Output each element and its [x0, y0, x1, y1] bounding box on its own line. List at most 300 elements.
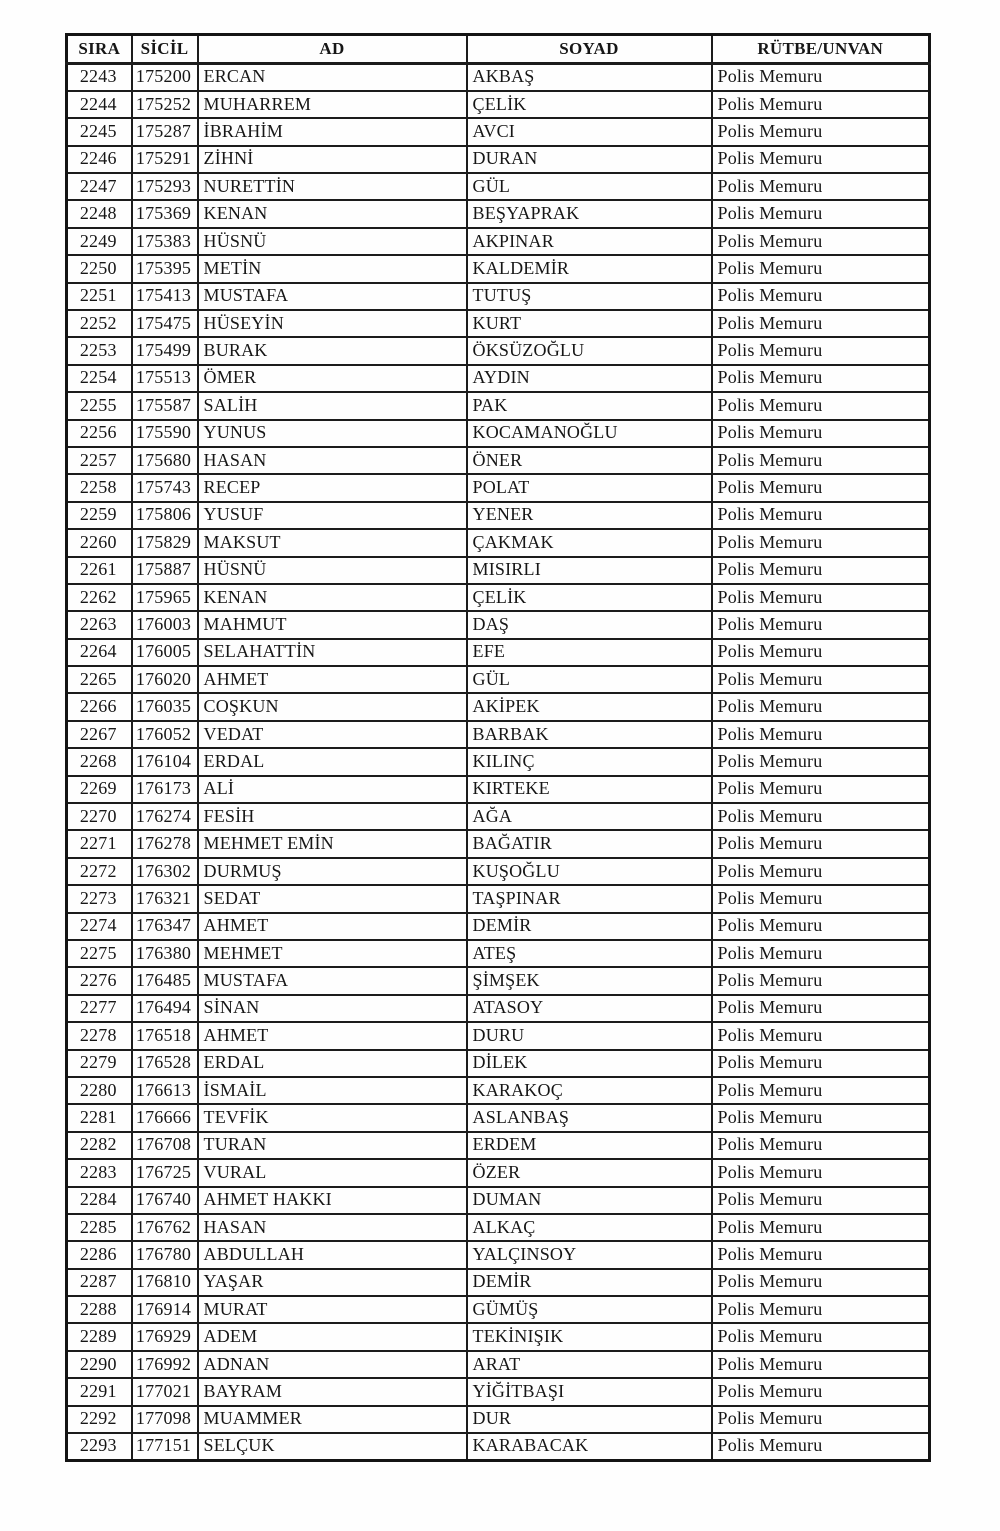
cell-rutbe: Polis Memuru: [712, 447, 930, 474]
cell-soyad: ARAT: [467, 1351, 712, 1378]
table-row: [67, 447, 930, 474]
table-row: [67, 611, 930, 638]
cell-soyad: DUR: [467, 1406, 712, 1433]
cell-rutbe: Polis Memuru: [712, 693, 930, 720]
cell-rutbe: Polis Memuru: [712, 1077, 930, 1104]
cell-rutbe: Polis Memuru: [712, 1159, 930, 1186]
cell-rutbe: Polis Memuru: [712, 721, 930, 748]
cell-ad: SİNAN: [198, 995, 467, 1022]
cell-ad: DURMUŞ: [198, 858, 467, 885]
table-row: [67, 228, 930, 255]
cell-soyad: DUMAN: [467, 1187, 712, 1214]
cell-ad: MUSTAFA: [198, 967, 467, 994]
cell-sicil: 176104: [132, 748, 198, 775]
cell-ad: ALİ: [198, 776, 467, 803]
cell-sicil: 176494: [132, 995, 198, 1022]
table-row: [67, 995, 930, 1022]
table-row: [67, 858, 930, 885]
cell-ad: MURAT: [198, 1296, 467, 1323]
cell-soyad: YALÇINSOY: [467, 1241, 712, 1268]
cell-soyad: AKPINAR: [467, 228, 712, 255]
cell-sira: 2245: [67, 118, 132, 145]
cell-sira: 2288: [67, 1296, 132, 1323]
table-row: [67, 913, 930, 940]
cell-sicil: 177098: [132, 1406, 198, 1433]
cell-ad: MUHARREM: [198, 91, 467, 118]
cell-rutbe: Polis Memuru: [712, 1269, 930, 1296]
cell-sicil: 175200: [132, 64, 198, 91]
table-row: [67, 1323, 930, 1350]
cell-rutbe: Polis Memuru: [712, 228, 930, 255]
table-row: [67, 776, 930, 803]
cell-soyad: KALDEMİR: [467, 255, 712, 282]
cell-sira: 2267: [67, 721, 132, 748]
cell-rutbe: Polis Memuru: [712, 1378, 930, 1405]
table-row: [67, 1269, 930, 1296]
cell-sira: 2266: [67, 693, 132, 720]
cell-rutbe: Polis Memuru: [712, 830, 930, 857]
cell-soyad: KARABACAK: [467, 1433, 712, 1460]
cell-sira: 2278: [67, 1022, 132, 1049]
cell-ad: ADEM: [198, 1323, 467, 1350]
cell-rutbe: Polis Memuru: [712, 1351, 930, 1378]
cell-sira: 2281: [67, 1104, 132, 1131]
cell-sicil: 176321: [132, 885, 198, 912]
cell-ad: MAKSUT: [198, 529, 467, 556]
cell-sira: 2279: [67, 1050, 132, 1077]
cell-sira: 2265: [67, 666, 132, 693]
cell-rutbe: Polis Memuru: [712, 91, 930, 118]
cell-sira: 2243: [67, 64, 132, 91]
table-row: [67, 1077, 930, 1104]
cell-sicil: 176740: [132, 1187, 198, 1214]
cell-soyad: ERDEM: [467, 1132, 712, 1159]
cell-rutbe: Polis Memuru: [712, 666, 930, 693]
cell-sira: 2269: [67, 776, 132, 803]
table-row: [67, 1241, 930, 1268]
table-row: [67, 1214, 930, 1241]
cell-soyad: MISIRLI: [467, 557, 712, 584]
cell-rutbe: Polis Memuru: [712, 529, 930, 556]
cell-sicil: 175513: [132, 365, 198, 392]
table-row: [67, 1433, 930, 1460]
cell-ad: HÜSNÜ: [198, 557, 467, 584]
table-row: [67, 420, 930, 447]
cell-soyad: AKİPEK: [467, 693, 712, 720]
cell-rutbe: Polis Memuru: [712, 940, 930, 967]
cell-soyad: TEKİNIŞIK: [467, 1323, 712, 1350]
cell-soyad: AKBAŞ: [467, 64, 712, 91]
cell-sicil: 176518: [132, 1022, 198, 1049]
cell-ad: AHMET: [198, 1022, 467, 1049]
cell-sicil: 176052: [132, 721, 198, 748]
cell-rutbe: Polis Memuru: [712, 639, 930, 666]
cell-sicil: 175291: [132, 146, 198, 173]
cell-rutbe: Polis Memuru: [712, 1050, 930, 1077]
cell-ad: NURETTİN: [198, 173, 467, 200]
cell-sicil: 176725: [132, 1159, 198, 1186]
cell-ad: AHMET: [198, 666, 467, 693]
table-row: [67, 1296, 930, 1323]
cell-ad: HASAN: [198, 447, 467, 474]
cell-sicil: 175252: [132, 91, 198, 118]
cell-sicil: 176302: [132, 858, 198, 885]
cell-sicil: 176485: [132, 967, 198, 994]
cell-rutbe: Polis Memuru: [712, 1187, 930, 1214]
cell-ad: VURAL: [198, 1159, 467, 1186]
cell-ad: COŞKUN: [198, 693, 467, 720]
cell-sicil: 175287: [132, 118, 198, 145]
cell-sira: 2289: [67, 1323, 132, 1350]
table-row: [67, 310, 930, 337]
cell-ad: HASAN: [198, 1214, 467, 1241]
cell-soyad: DAŞ: [467, 611, 712, 638]
table-row: [67, 693, 930, 720]
cell-soyad: AĞA: [467, 803, 712, 830]
cell-sicil: 176274: [132, 803, 198, 830]
table-row: [67, 474, 930, 501]
cell-sicil: 176005: [132, 639, 198, 666]
table-row: [67, 748, 930, 775]
cell-sira: 2252: [67, 310, 132, 337]
cell-soyad: KUŞOĞLU: [467, 858, 712, 885]
column-header-sira: SIRA: [67, 35, 132, 64]
cell-sicil: 177151: [132, 1433, 198, 1460]
table-row: [67, 1050, 930, 1077]
cell-sira: 2285: [67, 1214, 132, 1241]
cell-ad: YAŞAR: [198, 1269, 467, 1296]
cell-ad: RECEP: [198, 474, 467, 501]
cell-sira: 2290: [67, 1351, 132, 1378]
cell-rutbe: Polis Memuru: [712, 1433, 930, 1460]
cell-rutbe: Polis Memuru: [712, 64, 930, 91]
cell-ad: İBRAHİM: [198, 118, 467, 145]
cell-sira: 2283: [67, 1159, 132, 1186]
cell-sira: 2261: [67, 557, 132, 584]
cell-sicil: 176613: [132, 1077, 198, 1104]
table-row: [67, 803, 930, 830]
cell-sira: 2277: [67, 995, 132, 1022]
table-row: [67, 255, 930, 282]
cell-soyad: TAŞPINAR: [467, 885, 712, 912]
cell-sicil: 175369: [132, 200, 198, 227]
cell-soyad: KOCAMANOĞLU: [467, 420, 712, 447]
cell-sicil: 176347: [132, 913, 198, 940]
cell-ad: MEHMET EMİN: [198, 830, 467, 857]
column-header-ad: AD: [198, 35, 467, 64]
cell-ad: AHMET: [198, 913, 467, 940]
table-row: [67, 1022, 930, 1049]
cell-rutbe: Polis Memuru: [712, 913, 930, 940]
column-header-rutbe: RÜTBE/UNVAN: [712, 35, 930, 64]
cell-soyad: POLAT: [467, 474, 712, 501]
cell-soyad: DEMİR: [467, 1269, 712, 1296]
cell-ad: KENAN: [198, 200, 467, 227]
cell-ad: ZİHNİ: [198, 146, 467, 173]
table-row: [67, 1378, 930, 1405]
cell-soyad: ASLANBAŞ: [467, 1104, 712, 1131]
cell-soyad: GÜL: [467, 173, 712, 200]
column-header-sicil: SİCİL: [132, 35, 198, 64]
cell-sira: 2263: [67, 611, 132, 638]
cell-ad: ADNAN: [198, 1351, 467, 1378]
cell-soyad: ŞİMŞEK: [467, 967, 712, 994]
cell-soyad: DURAN: [467, 146, 712, 173]
cell-ad: ERCAN: [198, 64, 467, 91]
cell-sicil: 175887: [132, 557, 198, 584]
cell-rutbe: Polis Memuru: [712, 502, 930, 529]
cell-sira: 2275: [67, 940, 132, 967]
cell-ad: MUSTAFA: [198, 283, 467, 310]
cell-sira: 2256: [67, 420, 132, 447]
cell-ad: MAHMUT: [198, 611, 467, 638]
cell-rutbe: Polis Memuru: [712, 474, 930, 501]
cell-soyad: DİLEK: [467, 1050, 712, 1077]
table-row: [67, 1159, 930, 1186]
cell-soyad: ATEŞ: [467, 940, 712, 967]
cell-rutbe: Polis Memuru: [712, 255, 930, 282]
cell-sira: 2260: [67, 529, 132, 556]
table-row: [67, 200, 930, 227]
cell-rutbe: Polis Memuru: [712, 776, 930, 803]
table-row: [67, 940, 930, 967]
cell-rutbe: Polis Memuru: [712, 1241, 930, 1268]
table-row: [67, 721, 930, 748]
cell-rutbe: Polis Memuru: [712, 200, 930, 227]
cell-rutbe: Polis Memuru: [712, 1132, 930, 1159]
table-row: [67, 1104, 930, 1131]
cell-rutbe: Polis Memuru: [712, 748, 930, 775]
cell-sira: 2244: [67, 91, 132, 118]
cell-sira: 2286: [67, 1241, 132, 1268]
cell-sicil: 175829: [132, 529, 198, 556]
cell-sicil: 176035: [132, 693, 198, 720]
cell-rutbe: Polis Memuru: [712, 1104, 930, 1131]
cell-sira: 2270: [67, 803, 132, 830]
cell-soyad: ÖKSÜZOĞLU: [467, 337, 712, 364]
cell-soyad: TUTUŞ: [467, 283, 712, 310]
table-row: [67, 830, 930, 857]
table-row: [67, 392, 930, 419]
cell-soyad: KIRTEKE: [467, 776, 712, 803]
cell-ad: SEDAT: [198, 885, 467, 912]
cell-sira: 2293: [67, 1433, 132, 1460]
cell-sira: 2291: [67, 1378, 132, 1405]
cell-sicil: 176992: [132, 1351, 198, 1378]
cell-ad: YUNUS: [198, 420, 467, 447]
cell-soyad: ÖNER: [467, 447, 712, 474]
cell-sira: 2272: [67, 858, 132, 885]
cell-ad: HÜSNÜ: [198, 228, 467, 255]
table-row: [67, 502, 930, 529]
cell-ad: ABDULLAH: [198, 1241, 467, 1268]
cell-sicil: 176173: [132, 776, 198, 803]
personnel-table: [65, 33, 931, 1462]
cell-ad: KENAN: [198, 584, 467, 611]
cell-sicil: 176020: [132, 666, 198, 693]
cell-soyad: GÜL: [467, 666, 712, 693]
cell-soyad: GÜMÜŞ: [467, 1296, 712, 1323]
cell-soyad: PAK: [467, 392, 712, 419]
cell-ad: AHMET HAKKI: [198, 1187, 467, 1214]
cell-sicil: 175475: [132, 310, 198, 337]
cell-sicil: 175395: [132, 255, 198, 282]
cell-soyad: BEŞYAPRAK: [467, 200, 712, 227]
cell-sira: 2282: [67, 1132, 132, 1159]
cell-rutbe: Polis Memuru: [712, 1214, 930, 1241]
cell-sira: 2250: [67, 255, 132, 282]
personnel-table-body: [67, 64, 930, 1461]
table-row: [67, 1351, 930, 1378]
cell-ad: ERDAL: [198, 748, 467, 775]
cell-sira: 2271: [67, 830, 132, 857]
table-row: [67, 967, 930, 994]
table-row: [67, 639, 930, 666]
table-row: [67, 337, 930, 364]
cell-sicil: 175413: [132, 283, 198, 310]
cell-rutbe: Polis Memuru: [712, 611, 930, 638]
cell-ad: SALİH: [198, 392, 467, 419]
cell-ad: SELÇUK: [198, 1433, 467, 1460]
cell-sicil: 175680: [132, 447, 198, 474]
cell-sicil: 176780: [132, 1241, 198, 1268]
cell-soyad: BARBAK: [467, 721, 712, 748]
cell-rutbe: Polis Memuru: [712, 365, 930, 392]
table-row: [67, 885, 930, 912]
table-row: [67, 1406, 930, 1433]
cell-sicil: 175293: [132, 173, 198, 200]
cell-soyad: YENER: [467, 502, 712, 529]
cell-ad: FESİH: [198, 803, 467, 830]
table-row: [67, 64, 930, 91]
table-row: [67, 529, 930, 556]
cell-sicil: 176380: [132, 940, 198, 967]
cell-sicil: 176666: [132, 1104, 198, 1131]
cell-ad: ÖMER: [198, 365, 467, 392]
cell-sicil: 176762: [132, 1214, 198, 1241]
cell-ad: TURAN: [198, 1132, 467, 1159]
cell-rutbe: Polis Memuru: [712, 1022, 930, 1049]
table-row: [67, 1187, 930, 1214]
header-row: [67, 35, 930, 64]
table-row: [67, 118, 930, 145]
cell-sira: 2287: [67, 1269, 132, 1296]
table-row: [67, 173, 930, 200]
cell-sira: 2276: [67, 967, 132, 994]
cell-ad: METİN: [198, 255, 467, 282]
cell-sicil: 175587: [132, 392, 198, 419]
cell-sicil: 177021: [132, 1378, 198, 1405]
cell-soyad: AVCI: [467, 118, 712, 145]
cell-soyad: AYDIN: [467, 365, 712, 392]
cell-sira: 2262: [67, 584, 132, 611]
cell-soyad: YİĞİTBAŞI: [467, 1378, 712, 1405]
cell-ad: VEDAT: [198, 721, 467, 748]
table-row: [67, 146, 930, 173]
cell-soyad: KILINÇ: [467, 748, 712, 775]
cell-sira: 2264: [67, 639, 132, 666]
cell-sicil: 175806: [132, 502, 198, 529]
cell-ad: İSMAİL: [198, 1077, 467, 1104]
cell-sicil: 175383: [132, 228, 198, 255]
cell-sira: 2274: [67, 913, 132, 940]
cell-sicil: 176810: [132, 1269, 198, 1296]
cell-sira: 2284: [67, 1187, 132, 1214]
cell-rutbe: Polis Memuru: [712, 858, 930, 885]
cell-sicil: 176708: [132, 1132, 198, 1159]
cell-ad: BAYRAM: [198, 1378, 467, 1405]
cell-soyad: ATASOY: [467, 995, 712, 1022]
table-row: [67, 557, 930, 584]
cell-rutbe: Polis Memuru: [712, 173, 930, 200]
cell-soyad: KARAKOÇ: [467, 1077, 712, 1104]
cell-ad: BURAK: [198, 337, 467, 364]
cell-rutbe: Polis Memuru: [712, 1323, 930, 1350]
cell-rutbe: Polis Memuru: [712, 283, 930, 310]
cell-sira: 2247: [67, 173, 132, 200]
cell-sira: 2255: [67, 392, 132, 419]
table-row: [67, 666, 930, 693]
cell-sira: 2258: [67, 474, 132, 501]
cell-sicil: 176003: [132, 611, 198, 638]
cell-sicil: 176528: [132, 1050, 198, 1077]
cell-soyad: DEMİR: [467, 913, 712, 940]
cell-rutbe: Polis Memuru: [712, 420, 930, 447]
table-row: [67, 584, 930, 611]
cell-soyad: ÇELİK: [467, 91, 712, 118]
cell-sira: 2254: [67, 365, 132, 392]
cell-sira: 2248: [67, 200, 132, 227]
column-header-soyad: SOYAD: [467, 35, 712, 64]
cell-sira: 2251: [67, 283, 132, 310]
cell-ad: MEHMET: [198, 940, 467, 967]
cell-soyad: ÇELİK: [467, 584, 712, 611]
cell-sicil: 175499: [132, 337, 198, 364]
cell-sicil: 176929: [132, 1323, 198, 1350]
cell-sira: 2257: [67, 447, 132, 474]
cell-sira: 2259: [67, 502, 132, 529]
cell-ad: MUAMMER: [198, 1406, 467, 1433]
cell-soyad: ÖZER: [467, 1159, 712, 1186]
table-row: [67, 365, 930, 392]
cell-ad: YUSUF: [198, 502, 467, 529]
cell-sicil: 176278: [132, 830, 198, 857]
table-row: [67, 91, 930, 118]
cell-soyad: DURU: [467, 1022, 712, 1049]
cell-ad: ERDAL: [198, 1050, 467, 1077]
cell-sicil: 175743: [132, 474, 198, 501]
cell-sicil: 175965: [132, 584, 198, 611]
cell-rutbe: Polis Memuru: [712, 392, 930, 419]
cell-sira: 2273: [67, 885, 132, 912]
cell-rutbe: Polis Memuru: [712, 995, 930, 1022]
cell-rutbe: Polis Memuru: [712, 1296, 930, 1323]
table-row: [67, 1132, 930, 1159]
cell-rutbe: Polis Memuru: [712, 967, 930, 994]
cell-sira: 2292: [67, 1406, 132, 1433]
cell-sira: 2268: [67, 748, 132, 775]
cell-sira: 2280: [67, 1077, 132, 1104]
cell-rutbe: Polis Memuru: [712, 1406, 930, 1433]
cell-rutbe: Polis Memuru: [712, 557, 930, 584]
cell-sira: 2253: [67, 337, 132, 364]
cell-rutbe: Polis Memuru: [712, 337, 930, 364]
cell-soyad: EFE: [467, 639, 712, 666]
cell-rutbe: Polis Memuru: [712, 803, 930, 830]
cell-ad: SELAHATTİN: [198, 639, 467, 666]
cell-rutbe: Polis Memuru: [712, 146, 930, 173]
cell-ad: HÜSEYİN: [198, 310, 467, 337]
